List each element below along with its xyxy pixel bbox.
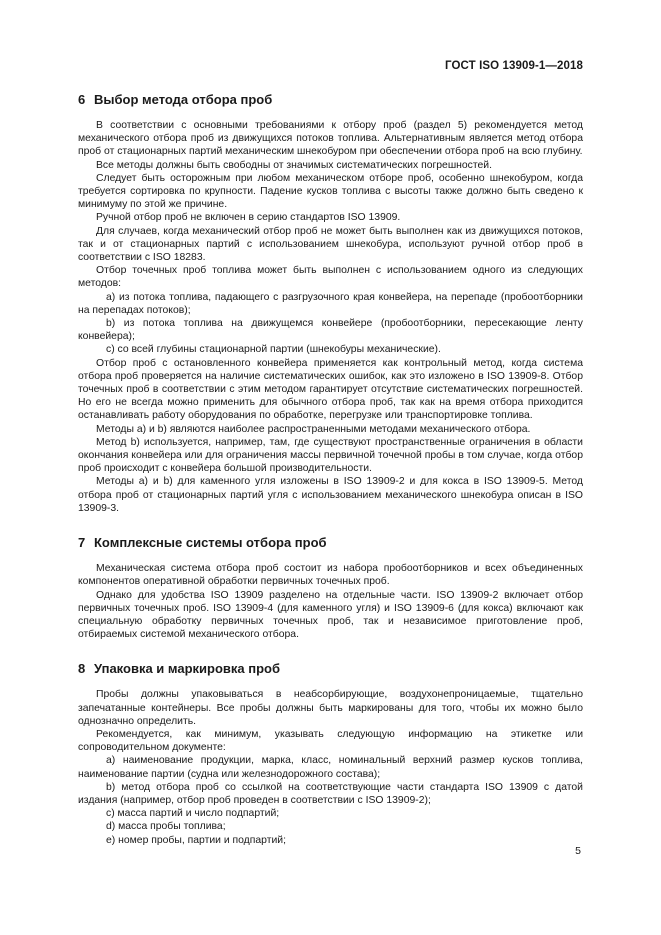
list-item: e) номер пробы, партии и подпартий; bbox=[106, 834, 286, 846]
paragraph: Все методы должны быть свободны от значимых систематических погрешностей. bbox=[96, 159, 492, 171]
section-number: 6 bbox=[78, 92, 86, 107]
paragraph: Для случаев, когда механический отбор проб не может быть выполнен как из движущихся потоков, так и от стационарных партий с использованием шнекобура, используют ручной отбор проб в соответствии с ISO 18283. bbox=[78, 225, 583, 264]
document-header-id: ГОСТ ISO 13909-1—2018 bbox=[445, 60, 583, 72]
paragraph: Следует быть осторожным при любом механическом отборе проб, особенно шнекобуром, когда требуется сортировка по крупности. Падение кусков топлива с высоты также должно быть сведено к минимуму по этой же причине. bbox=[78, 172, 583, 211]
page-number: 5 bbox=[575, 845, 581, 857]
section-title: Упаковка и маркировка проб bbox=[94, 661, 280, 677]
list-item: d) масса пробы топлива; bbox=[106, 821, 226, 833]
section-heading bbox=[78, 661, 583, 677]
section-7 bbox=[78, 535, 583, 641]
section-title: Комплексные системы отбора проб bbox=[94, 535, 327, 551]
paragraph: Механическая система отбора проб состоит из набора пробоотборников и всех объединенных компонентов оперативной обработки первичных точечных проб. bbox=[78, 563, 583, 588]
section-8 bbox=[78, 661, 583, 846]
paragraph: Методы a) и b) являются наиболее распространенными методами механического отбора. bbox=[96, 423, 531, 435]
paragraph: Пробы должны упаковываться в неабсорбирующие, воздухонепроницаемые, тщательно запечатанные контейнеры. Все пробы должны быть маркированы для того, чтобы их можно было однозначно определить. bbox=[78, 689, 583, 727]
list-item: a) из потока топлива, падающего с разгрузочного края конвейера, на перепаде (пробоотборники на перепадах потоков); bbox=[78, 291, 583, 316]
list-item: a) наименование продукции, марка, класс, номинальный верхний размер кусков топлива, наименование партии (судна или железнодорожного состава); bbox=[78, 755, 583, 780]
list-item: b) метод отбора проб со ссылкой на соответствующие части стандарта ISO 13909 с датой издания (например, отбор проб проведен в соответствии с ISO 13909-2); bbox=[78, 781, 583, 806]
section-number: 7 bbox=[78, 535, 86, 551]
paragraph: Отбор точечных проб топлива может быть выполнен с использованием одного из следующих методов: bbox=[78, 265, 583, 290]
section-number: 8 bbox=[78, 661, 86, 677]
paragraph: В соответствии с основными требованиями к отбору проб (раздел 5) рекомендуется метод механического отбора проб из движущихся потоков топлива. Альтернативным является метод отбора проб от стационарных партий механическим шнекобуром при обеспечении отбора проб на всю глубину. bbox=[78, 120, 583, 158]
paragraph: Однако для удобства ISO 13909 разделено на отдельные части. ISO 13909-2 включает отбор первичных точечных проб. ISO 13909-4 (для каменного угля) и ISO 13909-6 (для кокса) включают как специальную обработку первичных точечных проб, так и независимое приготовление проб, отбираемых системой механического отбора. bbox=[78, 589, 583, 641]
section-6 bbox=[78, 92, 583, 515]
list-item: c) масса партий и число подпартий; bbox=[106, 808, 280, 820]
list-item: c) со всей глубины стационарной партии (шнекобуры механические). bbox=[106, 344, 441, 356]
section-heading bbox=[78, 92, 583, 108]
section-title: Выбор метода отбора проб bbox=[94, 92, 273, 107]
list-item: b) из потока топлива на движущемся конвейере (пробоотборники, пересекающие ленту конвейера); bbox=[78, 318, 583, 343]
section-heading bbox=[78, 535, 583, 551]
paragraph: Отбор проб с остановленного конвейера применяется как контрольный метод, когда система отбора проб проверяется на наличие систематических ошибок, как это изложено в ISO 13909-8. Отбор точечных проб в соответствии с этим методом гарантирует отсутствие систематических погрешностей. Но его не всегда можно применить для обычного отбора проб, так как на время отбора приходится останавливать работу оборудования по обработке, перегрузке или транспортировке топлива. bbox=[78, 357, 583, 422]
paragraph: Метод b) используется, например, там, где существуют пространственные ограничения в области окончания конвейера или для ограничения массы первичной точечной пробы в том случае, когда отбор проб происходит с конвейера большой производительности. bbox=[78, 436, 583, 475]
document-body bbox=[78, 92, 583, 867]
paragraph: Ручной отбор проб не включен в серию стандартов ISO 13909. bbox=[96, 212, 401, 224]
paragraph: Методы a) и b) для каменного угля изложены в ISO 13909-2 и для кокса в ISO 13909-5. Метод отбора проб от стационарных партий угля с использованием механического шнекобура описан в ISO 13909-3. bbox=[78, 476, 583, 514]
paragraph: Рекомендуется, как минимум, указывать следующую информацию на этикетке или сопроводительном документе: bbox=[78, 728, 583, 754]
